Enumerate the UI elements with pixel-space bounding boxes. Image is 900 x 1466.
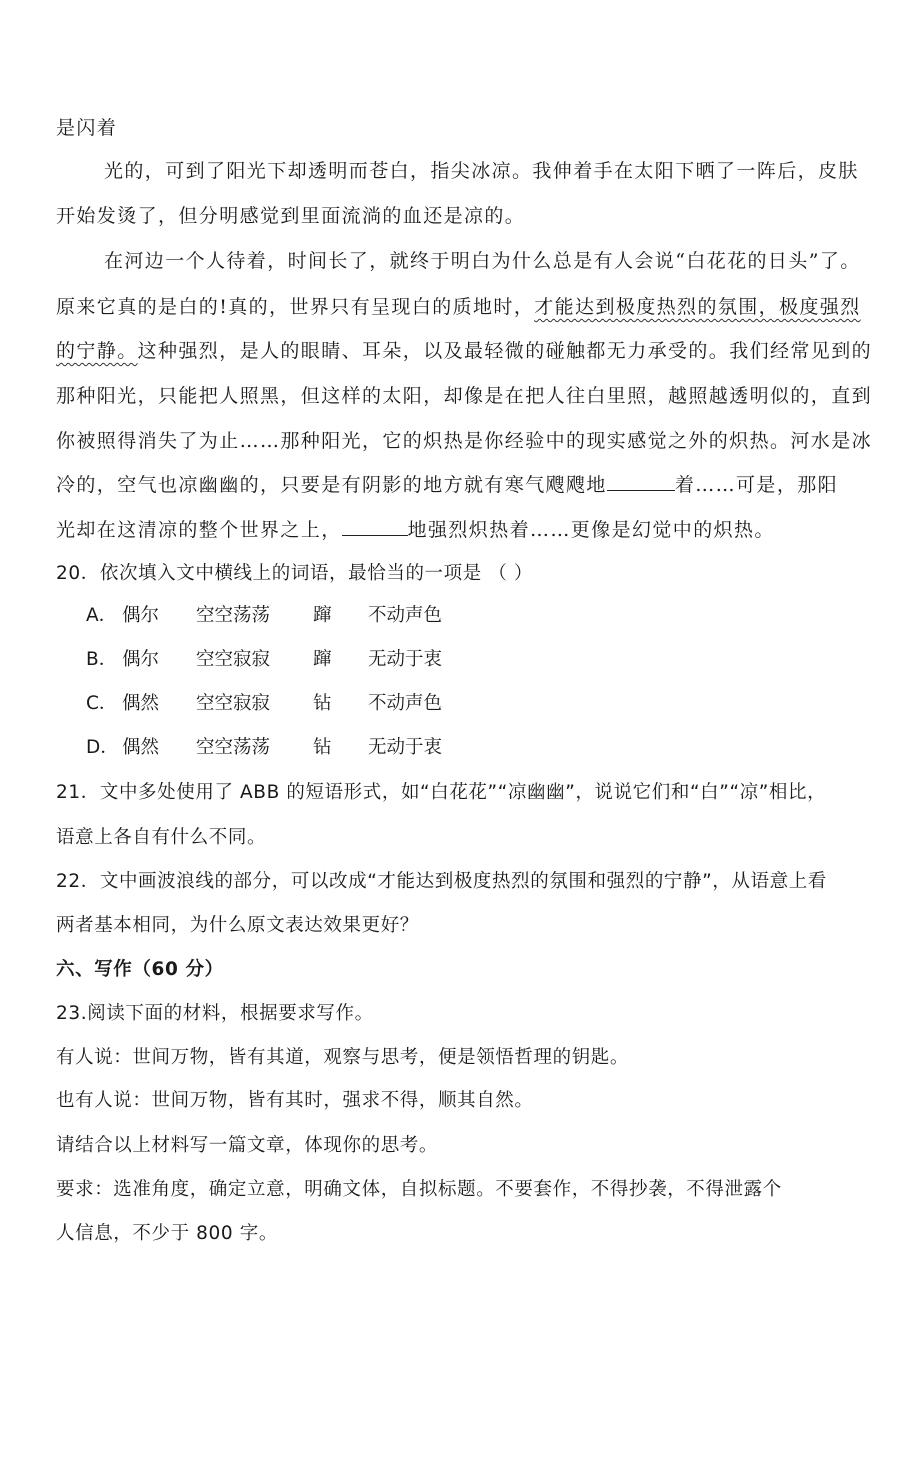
passage-text: 光却在这清凉的整个世界之上， <box>56 519 342 541</box>
option-word: 空空寂寂 <box>196 693 271 714</box>
wavy-underlined-text: 才能达到极度热烈的氛围，极度强烈 <box>534 296 861 318</box>
material-line: 请结合以上材料写一篇文章，体现你的思考。 <box>56 1135 439 1156</box>
option-label: A． <box>86 605 118 626</box>
passage-text: 地强烈炽热着……更像是幻觉中的炽热。 <box>407 519 775 541</box>
question-21-stem: 21．文中多处使用了 ABB 的短语形式，如“白花花”“凉幽幽”，说说它们和“白”“凉”相比， <box>56 782 827 803</box>
option-word: 无动于衷 <box>368 649 443 670</box>
passage-text: 冷的，空气也凉幽幽的，只要是有阴影的地方就有寒气飕飕地 <box>56 474 607 496</box>
passage-line: 你被照得消失了为止……那种阳光，它的炽热是你经验中的现实感觉之外的炽热。河水是冰 <box>56 430 873 452</box>
option-label: B． <box>86 649 118 670</box>
passage-text: 原来它真的是白的!真的，世界只有呈现白的质地时， <box>56 296 535 318</box>
question-21-stem: 语意上各自有什么不同。 <box>56 827 267 848</box>
passage-line: 光的，可到了阳光下却透明而苍白，指尖冰凉。我伸着手在太阳下晒了一阵后，皮肤 <box>104 160 859 182</box>
requirement-line: 人信息，不少于 800 字。 <box>56 1223 278 1244</box>
wavy-underlined-text: 的宁静。 <box>56 340 138 362</box>
option-word: 偶然 <box>122 737 160 758</box>
question-22-stem: 两者基本相同，为什么原文表达效果更好？ <box>56 915 419 936</box>
option-word: 不动声色 <box>368 605 443 626</box>
fill-blank[interactable] <box>342 517 408 536</box>
passage-line <box>56 338 872 364</box>
passage-line: 开始发烫了，但分明感觉到里面流淌的血还是凉的。 <box>56 205 526 227</box>
passage-line: 那种阳光，只能把人照黑，但这样的太阳，却像是在把人往白里照，越照越透明似的，直到 <box>56 385 873 407</box>
option-word: 空空荡荡 <box>196 605 271 626</box>
passage-text: 这种强烈，是人的眼睛、耳朵，以及最轻微的碰触都无力承受的。我们经常见到的 <box>137 340 873 362</box>
option-word: 蹿 <box>313 605 332 626</box>
option-word: 偶尔 <box>122 649 160 670</box>
passage-line: 是闪着 <box>56 117 118 139</box>
passage-line <box>56 517 775 543</box>
option-word: 不动声色 <box>368 693 443 714</box>
option-word: 钻 <box>313 737 332 758</box>
requirement-line: 要求：选准角度，确定立意，明确文体，自拟标题。不要套作，不得抄袭，不得泄露个 <box>56 1179 782 1200</box>
option-word: 偶尔 <box>122 605 160 626</box>
material-line: 有人说：世间万物，皆有其道，观察与思考，便是领悟哲理的钥匙。 <box>56 1047 630 1068</box>
option-label: C． <box>86 693 118 714</box>
question-22-stem: 22．文中画波浪线的部分，可以改成“才能达到极度热烈的氛围和强烈的宁静”，从语意上看 <box>56 871 827 892</box>
option-word: 蹿 <box>313 649 332 670</box>
question-20-stem: 20．依次填入文中横线上的词语，最恰当的一项是 （ ） <box>56 563 534 584</box>
option-word: 无动于衷 <box>368 737 443 758</box>
option-word: 偶然 <box>122 693 160 714</box>
material-line: 也有人说：世间万物，皆有其时，强求不得，顺其自然。 <box>56 1090 534 1111</box>
option-word: 空空寂寂 <box>196 649 271 670</box>
passage-line <box>56 294 861 320</box>
option-word: 空空荡荡 <box>196 737 271 758</box>
section-title: 六、写作（60 分） <box>56 959 224 980</box>
passage-line: 在河边一个人待着，时间长了，就终于明白为什么总是有人会说“白花花的日头”了。 <box>104 250 861 272</box>
passage-text: 着……可是，那阳 <box>674 474 839 496</box>
question-23-stem: 23.阅读下面的材料，根据要求写作。 <box>56 1003 374 1024</box>
passage-line <box>56 472 838 498</box>
option-label: D． <box>86 737 119 758</box>
option-word: 钻 <box>313 693 332 714</box>
fill-blank[interactable] <box>607 472 675 491</box>
